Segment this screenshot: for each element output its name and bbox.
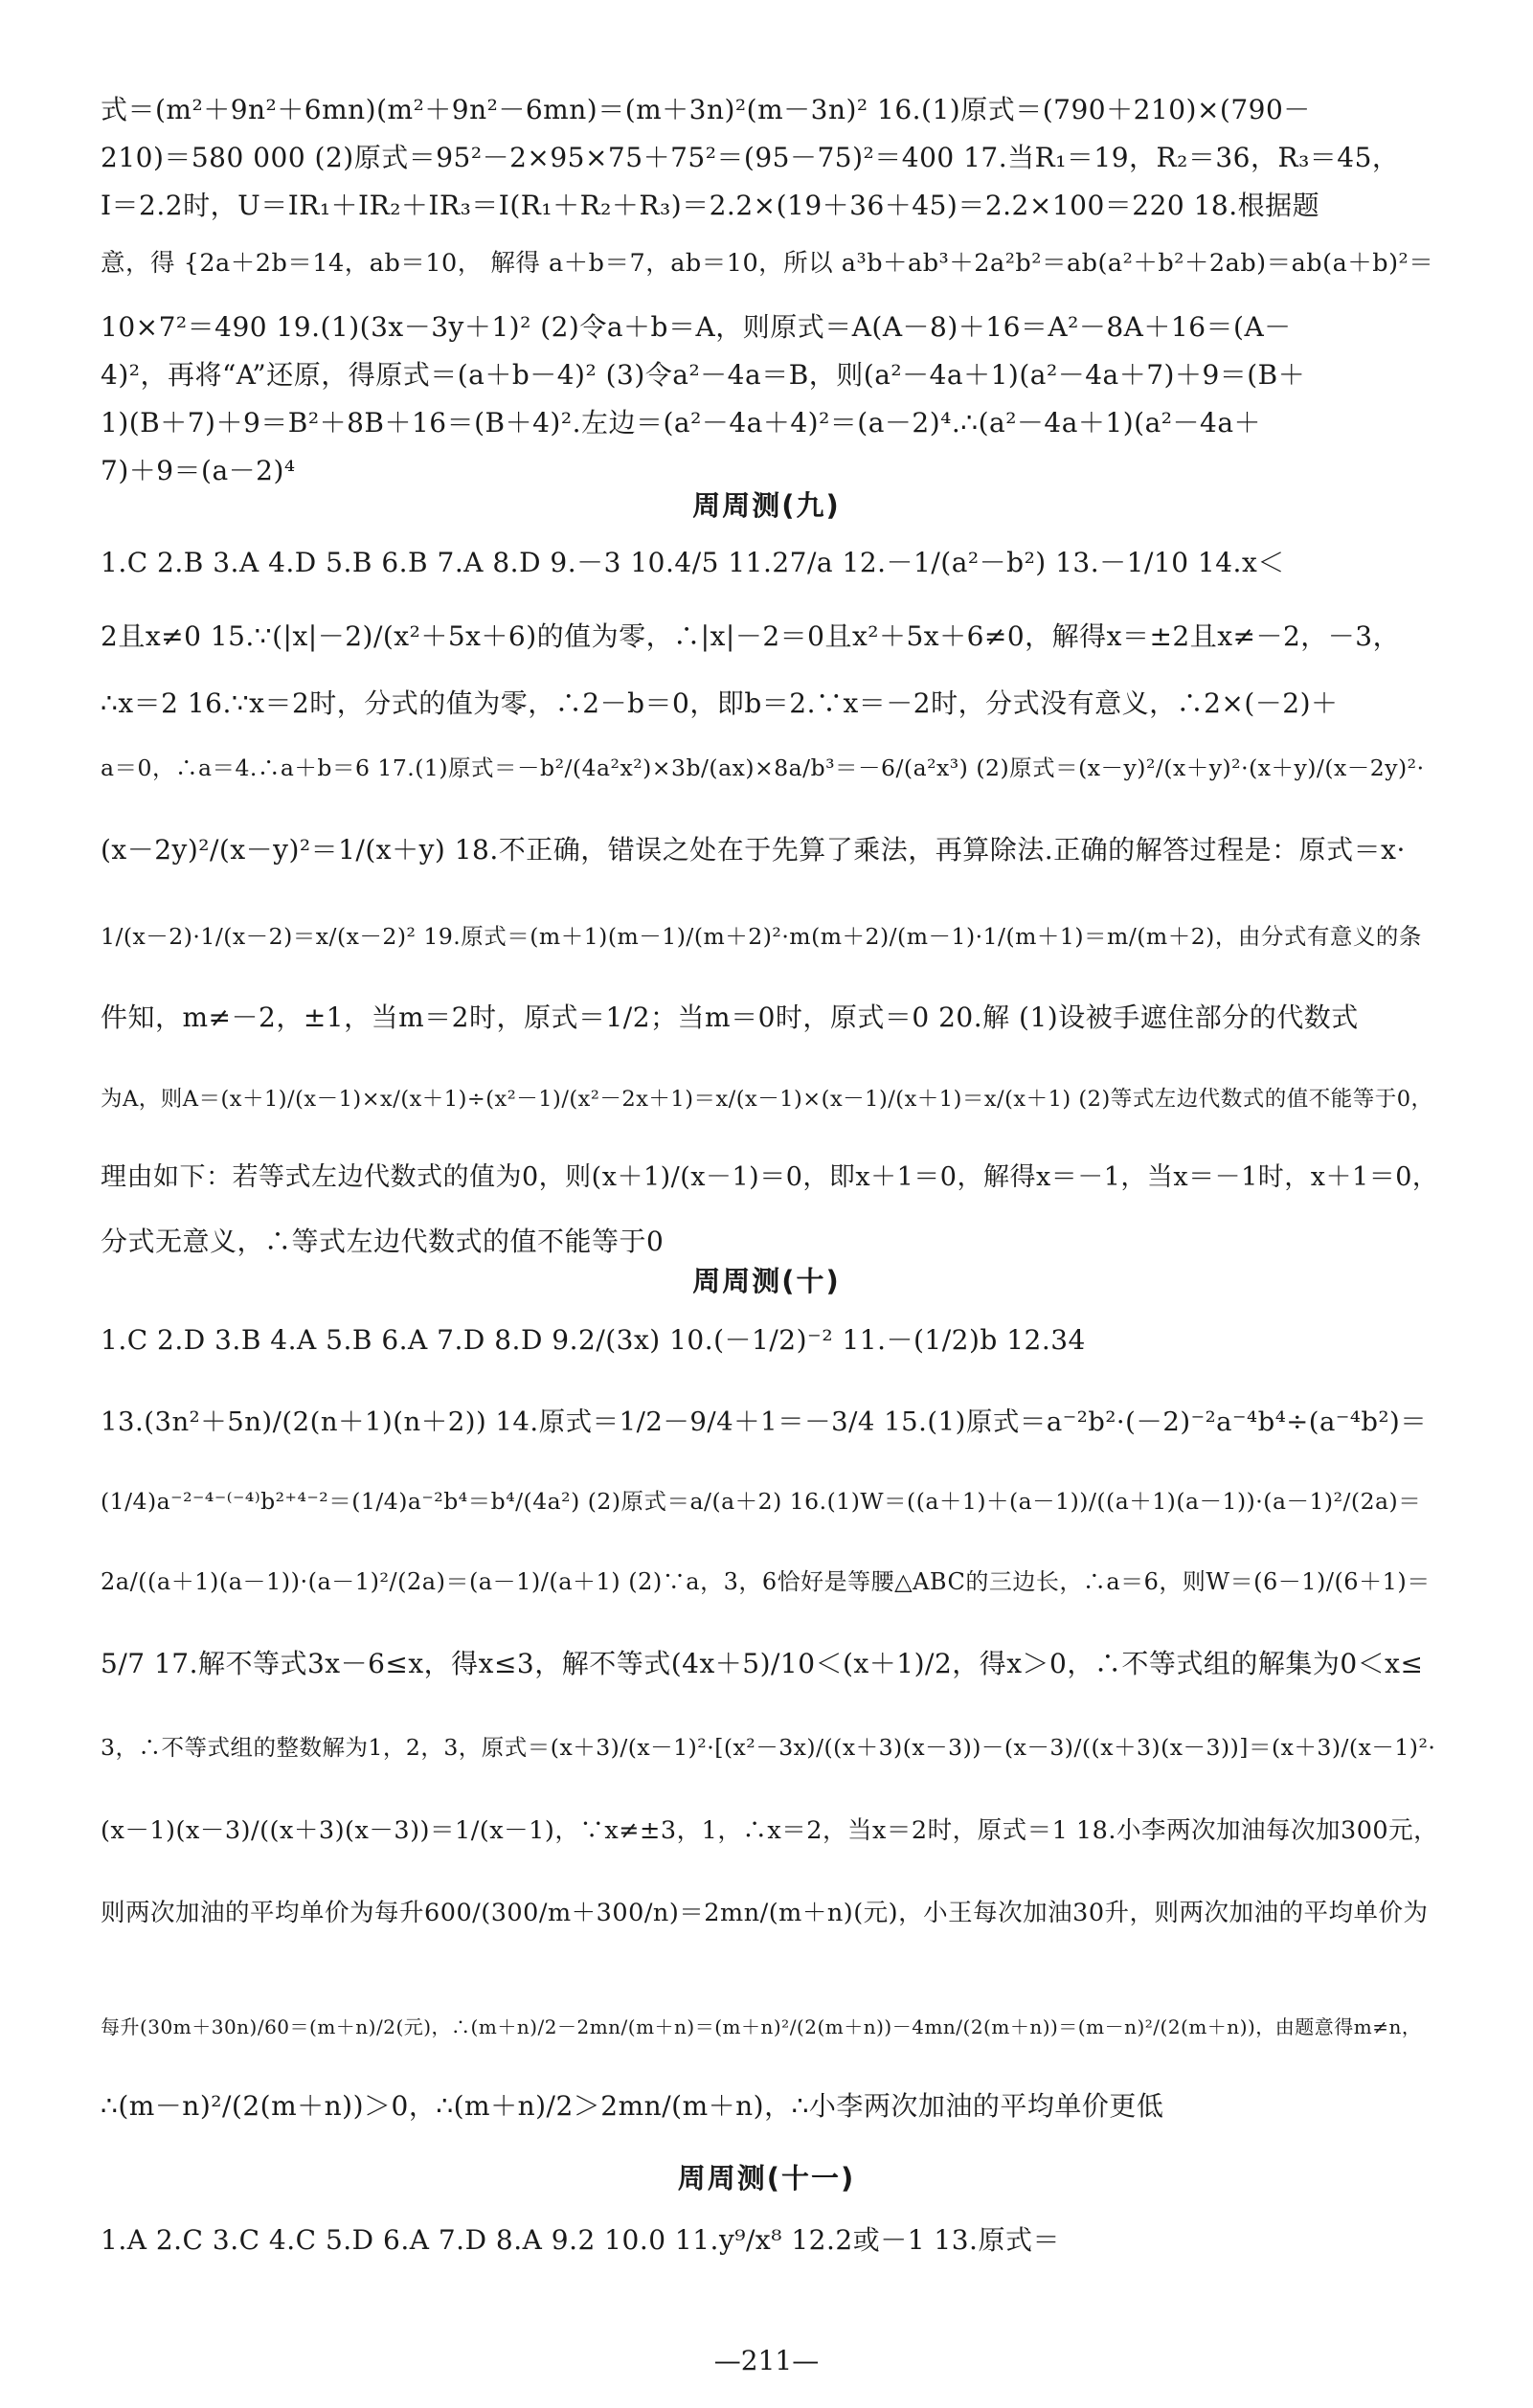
text-line: 分式无意义，∴等式左边代数式的值不能等于0 [101,1226,665,1257]
text-line: 理由如下：若等式左边代数式的值为0，则(x＋1)/(x－1)＝0，即x＋1＝0，解得x＝－1，当x＝－1时，x＋1＝0， [101,1162,1439,1192]
text-line: 210)＝580 000 (2)原式＝95²－2×95×75＋75²＝(95－75)²＝400 17.当R₁＝19，R₂＝36，R₃＝45， [101,142,1400,173]
text-line: 10×7²＝490 19.(1)(3x－3y＋1)² (2)令a＋b＝A，则原式＝A(A－8)＋16＝A²－8A＋16＝(A－ [101,311,1292,343]
section-heading-ten: 周周测(十) [692,1265,841,1297]
text-line: a＝0，∴a＝4.∴a＋b＝6 17.(1)原式＝－b²/(4a²x²)×3b/(ax)×8a/b³＝－6/(a²x³) (2)原式＝(x－y)²/(x＋y)²·(x＋y)/(x－2y)²· [101,754,1425,781]
text-line: 1.C 2.B 3.A 4.D 5.B 6.B 7.A 8.D 9.－3 10.4/5 11.27/a 12.－1/(a²－b²) 13.－1/10 14.x＜ [101,547,1285,578]
text-line: I＝2.2时，U＝IR₁＋IR₂＋IR₃＝I(R₁＋R₂＋R₃)＝2.2×(19＋36＋45)＝2.2×100＝220 18.根据题 [101,190,1320,221]
text-line: (x－1)(x－3)/((x＋3)(x－3))＝1/(x－1)，∵x≠±3，1，∴x＝2，当x＝2时，原式＝1 18.小李两次加油每次加300元， [101,1816,1439,1845]
text-line: ∴(m－n)²/(2(m＋n))＞0，∴(m＋n)/2＞2mn/(m＋n)，∴小李两次加油的平均单价更低 [101,2090,1164,2122]
text-line: 4)²，再将“A”还原，得原式＝(a＋b－4)² (3)令a²－4a＝B，则(a²－4a＋1)(a²－4a＋7)＋9＝(B＋ [101,359,1306,391]
section-heading-eleven: 周周测(十一) [677,2162,856,2194]
text-line: 2且x≠0 15.∵(|x|－2)/(x²＋5x＋6)的值为零，∴|x|－2＝0且x²＋5x＋6≠0，解得x＝±2且x≠－2，－3， [101,620,1401,652]
text-line: (x－2y)²/(x－y)²＝1/(x＋y) 18.不正确，错误之处在于先算了乘法，再算除法.正确的解答过程是：原式＝x· [101,834,1406,866]
text-line: 每升(30m＋30n)/60＝(m＋n)/2(元)，∴(m＋n)/2－2mn/(m＋n)＝(m＋n)²/(2(m＋n))－4mn/(2(m＋n))＝(m－n)²/(2(m＋n))，由题意得m≠n， [101,2015,1422,2038]
text-line: 1)(B＋7)＋9＝B²＋8B＋16＝(B＋4)².左边＝(a²－4a＋4)²＝(a－2)⁴.∴(a²－4a＋1)(a²－4a＋ [101,407,1262,439]
text-line: 意，得 {2a＋2b＝14，ab＝10， 解得 a＋b＝7，ab＝10，所以 a³b＋ab³＋2a²b²＝ab(a²＋b²＋2ab)＝ab(a＋b)²＝ [101,249,1434,278]
text-line: 13.(3n²＋5n)/(2(n＋1)(n＋2)) 14.原式＝1/2－9/4＋1＝－3/4 15.(1)原式＝a⁻²b²·(－2)⁻²a⁻⁴b⁴÷(a⁻⁴b²)＝ [101,1407,1428,1437]
text-line: 3，∴不等式组的整数解为1，2，3，原式＝(x＋3)/(x－1)²·[(x²－3x)/((x＋3)(x－3))－(x－3)/((x＋3)(x－3))]＝(x＋3)/(x－1)²· [101,1734,1436,1761]
section-heading-nine: 周周测(九) [692,489,841,522]
text-line: 2a/((a＋1)(a－1))·(a－1)²/(2a)＝(a－1)/(a＋1) (2)∵a，3，6恰好是等腰△ABC的三边长，∴a＝6，则W＝(6－1)/(6＋1)＝ [101,1568,1431,1595]
text-line: 1/(x－2)·1/(x－2)＝x/(x－2)² 19.原式＝(m＋1)(m－1)/(m＋2)²·m(m＋2)/(m－1)·1/(m＋1)＝m/(m＋2)，由分式有意义的条 [101,923,1422,950]
text-line: 为A，则A＝(x＋1)/(x－1)×x/(x＋1)÷(x²－1)/(x²－2x＋1)＝x/(x－1)×(x－1)/(x＋1)＝x/(x＋1) (2)等式左边代数式的值不能等于0， [101,1087,1433,1112]
text-line: 则两次加油的平均单价为每升600/(300/m＋300/n)＝2mn/(m＋n)(元)，小王每次加油30升，则两次加油的平均单价为 [101,1899,1429,1927]
page-number: —211— [713,2345,820,2376]
text-line: 1.A 2.C 3.C 4.C 5.D 6.A 7.D 8.A 9.2 10.0 11.y⁹/x⁸ 12.2或－1 13.原式＝ [101,2224,1060,2256]
text-line: (1/4)a⁻²⁻⁴⁻⁽⁻⁴⁾b²⁺⁴⁻²＝(1/4)a⁻²b⁴＝b⁴/(4a²) (2)原式＝a/(a＋2) 16.(1)W＝((a＋1)＋(a－1))/((a＋1)(a－1))·(a－1)²/(2a)＝ [101,1488,1422,1515]
text-line: 5/7 17.解不等式3x－6≤x，得x≤3，解不等式(4x＋5)/10＜(x＋1)/2，得x＞0，∴不等式组的解集为0＜x≤ [101,1648,1424,1679]
text-line: 件知，m≠－2，±1，当m＝2时，原式＝1/2；当m＝0时，原式＝0 20.解 (1)设被手遮住部分的代数式 [101,1001,1359,1033]
text-line: ∴x＝2 16.∵x＝2时，分式的值为零，∴2－b＝0，即b＝2.∵x＝－2时，分式没有意义，∴2×(－2)＋ [101,687,1339,719]
text-line: 式＝(m²＋9n²＋6mn)(m²＋9n²－6mn)＝(m＋3n)²(m－3n)² 16.(1)原式＝(790＋210)×(790－ [101,94,1311,125]
text-line: 1.C 2.D 3.B 4.A 5.B 6.A 7.D 8.D 9.2/(3x) 10.(－1/2)⁻² 11.－(1/2)b 12.34 [101,1324,1086,1356]
text-line: 7)＋9＝(a－2)⁴ [101,455,296,486]
